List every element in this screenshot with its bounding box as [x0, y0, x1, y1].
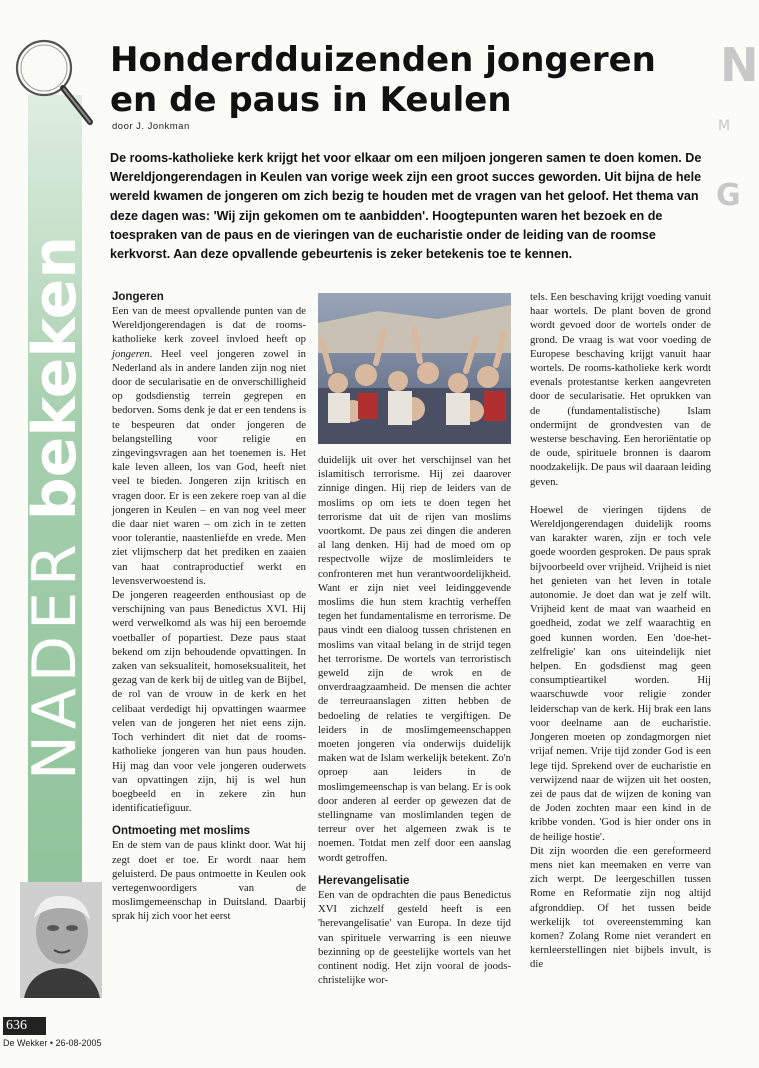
author-photo — [20, 882, 102, 998]
adjacent-page-edge: N M G — [716, 38, 759, 213]
section-label-light: NADER — [20, 538, 90, 781]
article-column-2 — [318, 453, 511, 987]
lead-paragraph: De rooms-katholieke kerk krijgt het voor elkaar om een miljoen jongeren samen te doen komen. De Wereldjongerendagen in Keulen van vorige week zijn een groot succes geworden. Uit bijna de hele wereld kwamen de jongeren om zich bezig te houden met de vragen van het geloof. Het thema van deze dagen was: 'Wij zijn gekomen om te aanbidden'. Hoogtepunten waren het bezoek en de toespraken van de paus en de vieringen van de eucharistie onder de leiding van de roomse kerkvorst. Aan deze opvallende gebeurtenis is zeker betekenis toe te kennen. — [110, 151, 702, 262]
section-heading-jongeren: Jongeren — [112, 291, 164, 303]
page-title: Honderdduizenden jongeren en de paus in Keulen — [110, 40, 656, 120]
byline: door J. Jonkman — [112, 121, 190, 132]
paragraph: Een van de opdrachten die paus Benedictus XVI zichzelf gesteld heeft is een 'herevangelisatie' van Europa. In deze tijd van spirituele verwarring is een nieuwe bezinning op de geestelijke wortels van het continent nodig. Het zijn vooral de joods-christelijke wor- — [318, 888, 511, 987]
sidebar — [0, 0, 100, 1068]
article-column-1 — [112, 290, 306, 924]
section-heading-herevangelisatie: Herevangelisatie — [318, 874, 410, 887]
paragraph: duidelijk uit over het verschijnsel van het islamitisch terrorisme. Hij zei daarover zinnige dingen. Hij riep de leiders van de moslims op om iets te doen tegen het terrorisme dat uit de rijen van moslims voortkomt. De paus zei dingen die anderen al lang denken. Hij had de moed om op respectvolle wijze de moslimleiders te confronteren met hun verantwoordelijkheid. Want er zijn niet veel leidinggevende moslims die hun stem krachtig verheffen tegen het fundamentalisme en terrorisme. De paus vindt een dialoog tussen christenen en moslims van vitaal belang in de strijd tegen het terrorisme. De wortels van terroristisch geweld zijn de wrok en de onverdraagzaamheid. De mensen die achter de terreuraanslagen zitten hebben de bedoeling de relaties te vergiftigen. De leiders in de moslimgemeenschappen moeten jongeren via onderwijs duidelijk maken wat de Islam werkelijk betekent. Zo'n oproep aan leiders in de moslimgemeenschap is van belang. Er is ook door anderen al eerder op gewezen dat de stellingname van moslimlanden tegen de terreur over het algemeen zwak is te noemen. Totdat men zelf door een aanslag wordt getroffen. — [318, 454, 511, 864]
magnifier-icon — [10, 28, 94, 126]
paragraph: Een van de meest opvallende punten van de Wereldjongerendagen is dat de rooms-katholieke kerk zoveel invloed heeft op jongeren. Heel veel jongeren zowel in Nederland als in andere landen zijn nog niet door de secularisatie en de onverschilligheid op godsdienstig terrein gegrepen en bedorven. Soms denk je dat er een tendens is te bespeuren dat onder jongeren de belangstelling voor religie en zingevingsvragen aan het toenemen is. Het kale leven alleen, los van God, heeft niet veel te bieden. Jongeren zijn kritisch en vragen door. Er is een zekere roep van al die jongeren in Keulen – en van nog veel meer die daar niet waren – om zich in te zetten voor tolerantie, naastenliefde en vrede. Men ziet vlijmscherp dat het prediken en zaaien van haat contraproductief werkt en levensverwoestend is. — [112, 305, 306, 587]
paragraph: Hoewel de vieringen tijdens de Wereldjongerendagen duidelijk rooms van karakter waren, zijn er toch vele goede woorden gesproken. De paus sprak bijvoorbeeld over vrijheid. Vrijheid is niet het genieten van het leven in totale autonomie. Je doet dan wat je zelf wilt. Vrijheid kent de maat van waarheid en goedheid, zodat we zelf waarachtig en goed kunnen worden. Een 'doe-het-zelfreligie' kan ons uiteindelijk niet helpen. En godsdienst mag geen consumptieartikel worden. Hij waarschuwde voor religie zonder leiderschap van de kerk. Hij brak een lans voor deelname aan de eucharistie. Jongeren moeten op zondagmorgen niet vrijaf nemen. Vrije tijd zonder God is een lege tijd. Sprekend over de eucharistie en verwijzend naar de wijzen uit het oosten, zei de paus dat de wijzen de koning van de Joden zochten maar een kind in de kribbe vonden. 'God is hier onder ons in de heilige hostie'. — [530, 503, 711, 843]
section-heading-moslims: Ontmoeting met moslims — [112, 825, 251, 838]
section-label — [20, 128, 90, 888]
paragraph: De jongeren reageerden enthousiast op de verschijning van paus Benedictus XVI. Hij werd verwelkomd als was hij een beroemde voetballer of popartiest. Deze paus staat bekend om zijn behoudende opvattingen. In zaken van seksualiteit, homoseksualiteit, het gezag van de kerk bij de uitleg van de Bijbel, de rol van de vrouw in de kerk en het celibaat verdedigt hij opvattingen waarmee velen van de jongeren het niet eens zijn. Toch verhindert dit niet dat de rooms-katholieke jongeren van hun paus houden. Hij mag dan voor vele jongeren ouderwets van opvattingen zijn, hij is wel hun boegbeeld en in zekere zin hun identificatiefiguur. — [112, 589, 306, 815]
article-column-3 — [530, 290, 711, 972]
publication-date: De Wekker • 26-08-2005 — [3, 1038, 102, 1048]
paragraph: En de stem van de paus klinkt door. Wat hij zegt doet er toe. Er wordt naar hem geluisterd. De paus ontmoette in Keulen ook vertegenwoordigers van de moslimgemeenschap in Duitsland. Daarbij sprak hij zich voor het eerst — [112, 839, 306, 923]
page-number: 636 — [3, 1017, 46, 1035]
crowd-photo — [318, 293, 511, 444]
paragraph: Dit zijn woorden die een gereformeerd mens niet kan meemaken en verre van zich werpt. De leergeschillen tussen Rome en Reformatie zijn nog altijd afgronddiep. Of het tussen beide werkelijk tot overeenstemming kan komen? Zolang Rome niet verandert en kernleerstellingen niet bijbels invult, is die — [530, 844, 711, 971]
section-label-bold: bekeken — [20, 235, 90, 521]
paragraph: tels. Een beschaving krijgt voeding vanuit haar wortels. De plant boven de grond wordt gevoed door de wortels onder de grond. De vraag is wat voor voeding de Europese beschaving krijgt vanuit haar wortels. De rooms-katholieke kerk wordt evenals protestantse kerken aangevreten door de secularisatie. Het oprukken van de (fundamentalistische) Islam ondermijnt de grondvesten van de westerse beschaving. Een heroriëntatie op de oude, spirituele bronnen is daarom noodzakelijk. De paus wil daaraan leiding geven. — [530, 291, 711, 488]
